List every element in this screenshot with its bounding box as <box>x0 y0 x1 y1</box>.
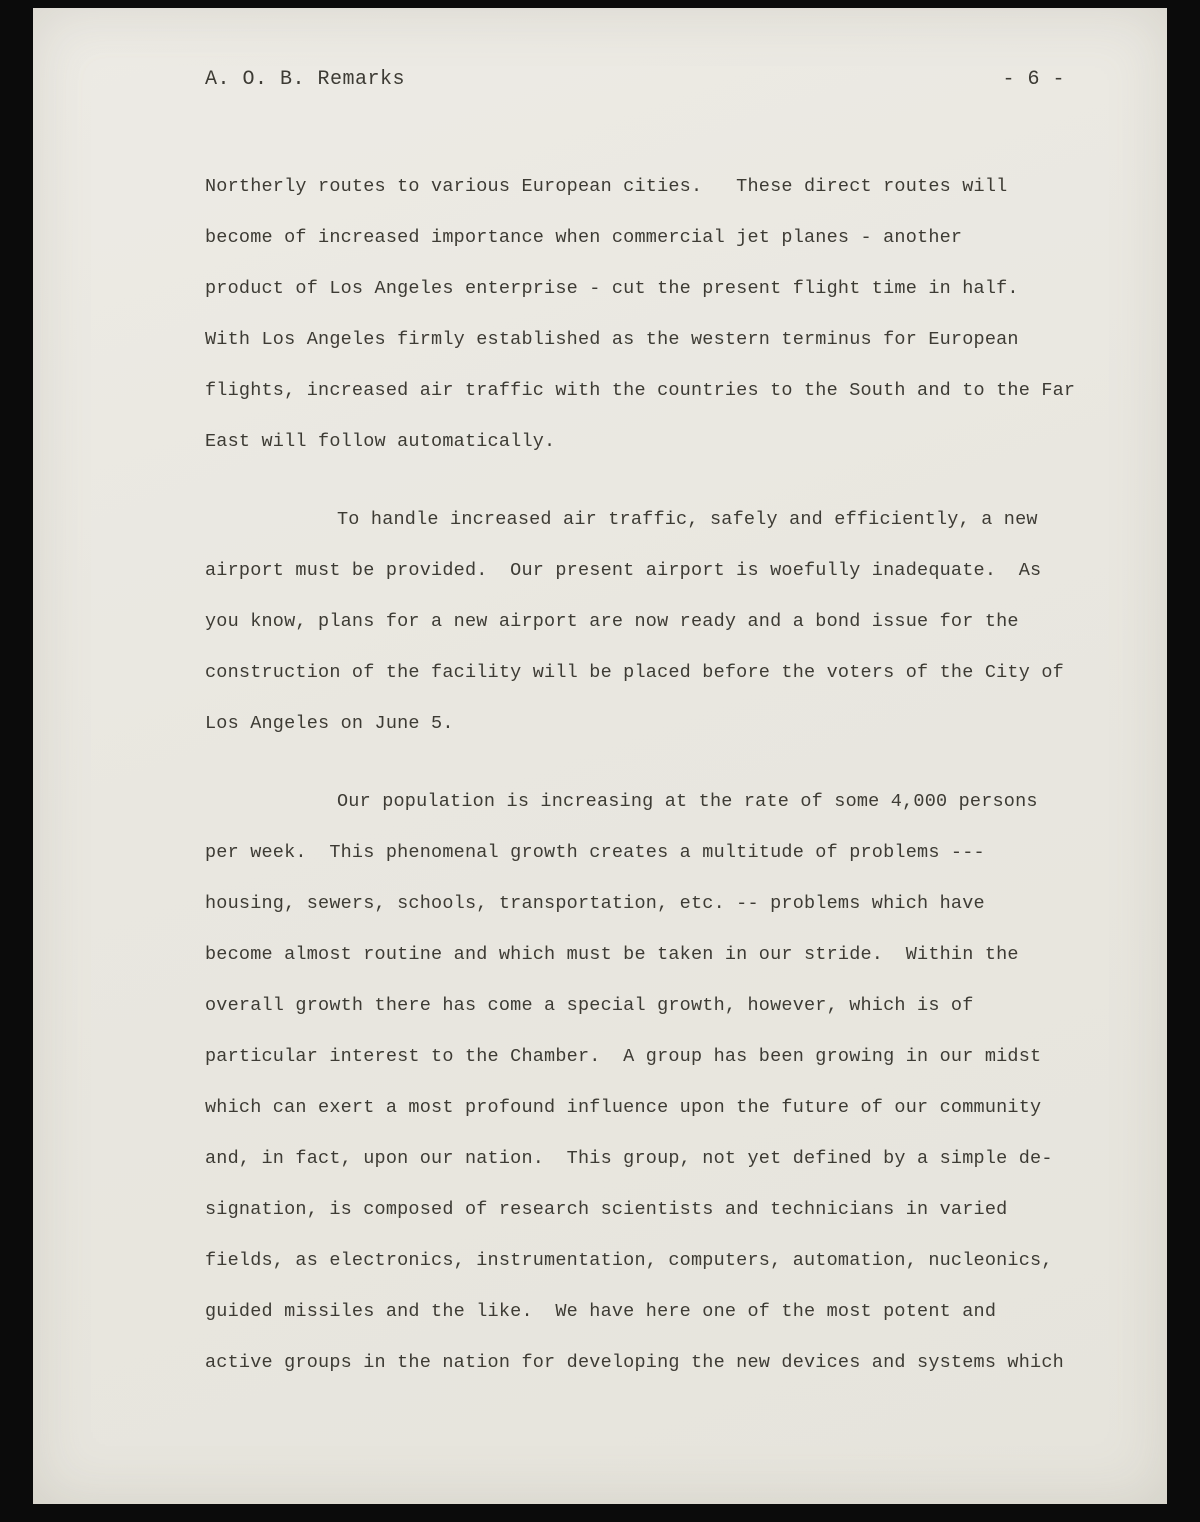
page-header <box>205 68 1069 91</box>
text-line: With Los Angeles firmly established as the western terminus for European <box>205 329 1019 350</box>
paragraph <box>205 494 1069 749</box>
text-line: construction of the facility will be placed before the voters of the City of <box>205 662 1064 683</box>
text-line: per week. This phenomenal growth creates a multitude of problems --- <box>205 842 985 863</box>
text-line: To handle increased air traffic, safely and efficiently, a new <box>337 509 1038 530</box>
text-line: become almost routine and which must be taken in our stride. Within the <box>205 944 1019 965</box>
text-line: signation, is composed of research scientists and technicians in varied <box>205 1199 1008 1220</box>
text-line: fields, as electronics, instrumentation, computers, automation, nucleonics, <box>205 1250 1053 1271</box>
text-line: East will follow automatically. <box>205 431 556 452</box>
text-line: which can exert a most profound influence upon the future of our community <box>205 1097 1042 1118</box>
paragraph <box>205 161 1076 467</box>
document-page <box>33 8 1167 1504</box>
paragraph <box>205 776 1069 1388</box>
text-line: active groups in the nation for developing the new devices and systems which <box>205 1352 1064 1373</box>
text-line: overall growth there has come a special growth, however, which is of <box>205 995 974 1016</box>
text-line: particular interest to the Chamber. A group has been growing in our midst <box>205 1046 1042 1067</box>
page-content <box>205 68 1076 1415</box>
document-body <box>205 161 1076 1388</box>
text-line: guided missiles and the like. We have here one of the most potent and <box>205 1301 997 1322</box>
text-line: Northerly routes to various European cities. These direct routes will <box>205 176 1008 197</box>
text-line: you know, plans for a new airport are now ready and a bond issue for the <box>205 611 1019 632</box>
text-line: housing, sewers, schools, transportation, etc. -- problems which have <box>205 893 985 914</box>
text-line: product of Los Angeles enterprise - cut the present flight time in half. <box>205 278 1019 299</box>
text-line: airport must be provided. Our present airport is woefully inadequate. As <box>205 560 1042 581</box>
text-line: become of increased importance when commercial jet planes - another <box>205 227 963 248</box>
text-line: Los Angeles on June 5. <box>205 713 454 734</box>
text-line: Our population is increasing at the rate of some 4,000 persons <box>337 791 1038 812</box>
document-title: A. O. B. Remarks <box>205 68 406 91</box>
text-line: flights, increased air traffic with the countries to the South and to the Far <box>205 380 1076 401</box>
page-number: - 6 - <box>1002 68 1065 91</box>
text-line: and, in fact, upon our nation. This group, not yet defined by a simple de- <box>205 1148 1053 1169</box>
